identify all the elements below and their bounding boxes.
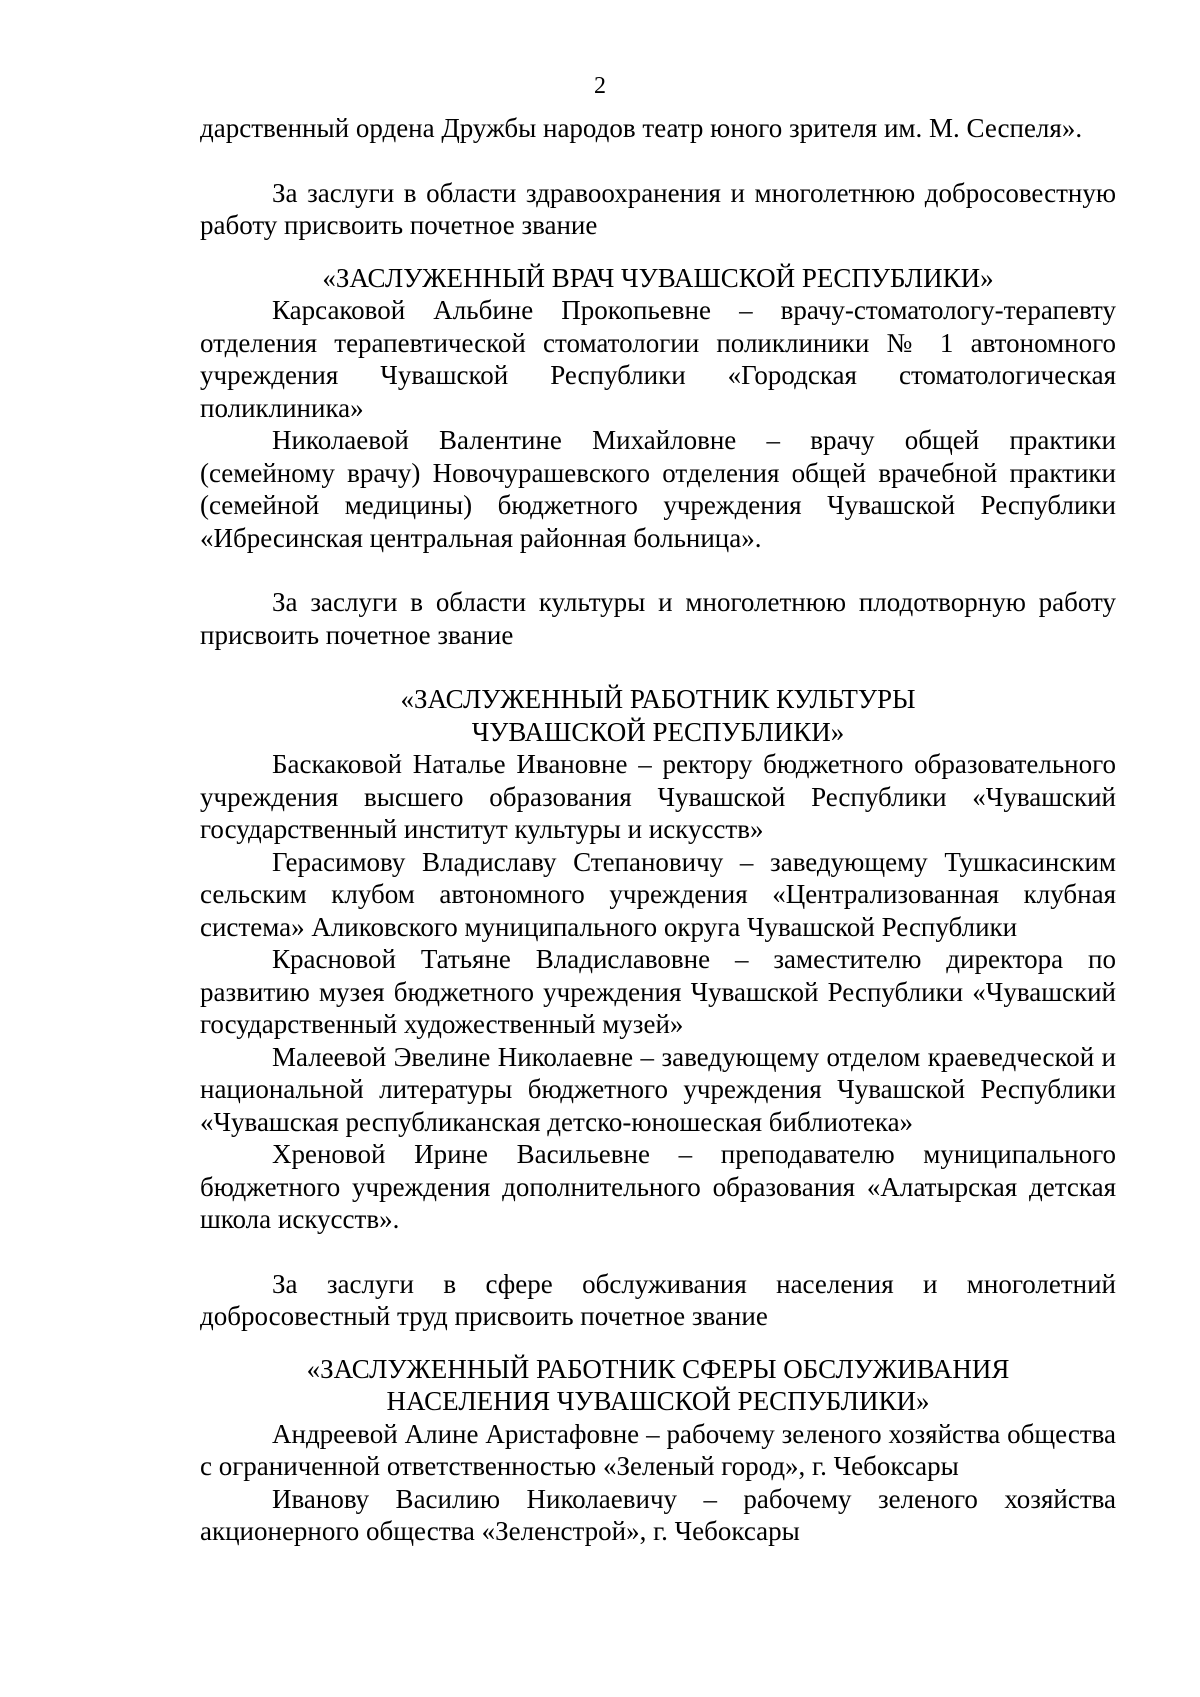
section-preamble: За заслуги в сфере обслуживания населения и многолетний добросовестный труд присвоить почетное звание xyxy=(200,1268,1116,1331)
spacer xyxy=(200,1333,1116,1353)
honorary-title-line: НАСЕЛЕНИЯ ЧУВАШСКОЙ РЕСПУБЛИКИ» xyxy=(386,1386,930,1416)
award-entry: Иванову Василию Николаевичу – рабочему зеленого хозяйства акционерного общества «Зеленстрой», г. Чебоксары xyxy=(200,1483,1116,1546)
spacer xyxy=(200,651,1116,683)
honorary-title-line: «ЗАСЛУЖЕННЫЙ РАБОТНИК СФЕРЫ ОБСЛУЖИВАНИЯ xyxy=(306,1353,1010,1384)
award-entry: Малеевой Эвелине Николаевне – заведующему отделом краеведческой и национальной литературы бюджетного учреждения Чувашской Республики «Чувашская республиканская детско-юношеская библиотека» xyxy=(200,1041,1116,1137)
award-entry: Герасимову Владиславу Степановичу – заведующему Тушкасинским сельским клубом автономного учреждения «Централизованная клубная система» Аликовского муниципального округа Чувашской Республики xyxy=(200,846,1116,942)
spacer xyxy=(200,554,1116,586)
page-number: 2 xyxy=(594,73,606,99)
spacer xyxy=(200,1236,1116,1268)
spacer xyxy=(200,145,1116,177)
honorary-title: «ЗАСЛУЖЕННЫЙ ВРАЧ ЧУВАШСКОЙ РЕСПУБЛИКИ» xyxy=(322,262,994,293)
award-entry: Карсаковой Альбине Прокопьевне – врачу-стоматологу-терапевту отделения терапевтической стоматологии поликлиники № 1 автономного учреждения Чувашской Республики «Городская стоматологическая поликлиника» xyxy=(200,295,1116,423)
section-preamble: За заслуги в области здравоохранения и многолетнюю добросовестную работу присвоить почетное звание xyxy=(200,177,1116,240)
award-entry: Красновой Татьяне Владиславовне – заместителю директора по развитию музея бюджетного учреждения Чувашской Республики «Чувашский государственный художественный музей» xyxy=(200,944,1116,1039)
document-body xyxy=(200,112,1116,1548)
section-preamble: За заслуги в области культуры и многолетнюю плодотворную работу присвоить почетное звание xyxy=(200,587,1116,650)
intro-continuation: дарственный ордена Дружбы народов театр юного зрителя им. М. Сеспеля». xyxy=(200,113,1083,143)
honorary-title-line: ЧУВАШСКОЙ РЕСПУБЛИКИ» xyxy=(471,716,845,747)
award-entry: Николаевой Валентине Михайловне – врачу общей практики (семейному врачу) Новочурашевского отделения общей врачебной практики (семейной медицины) бюджетного учреждения Чувашской Республики «Ибресинская центральная районная больница». xyxy=(200,425,1116,553)
honorary-title-line: «ЗАСЛУЖЕННЫЙ РАБОТНИК КУЛЬТУРЫ xyxy=(400,684,916,714)
spacer xyxy=(200,242,1116,262)
award-entry: Андреевой Алине Аристафовне – рабочему зеленого хозяйства общества с ограниченной ответственностью «Зеленый город», г. Чебоксары xyxy=(200,1418,1116,1481)
award-entry: Баскаковой Наталье Ивановне – ректору бюджетного образовательного учреждения высшего образования Чувашской Республики «Чувашский государственный институт культуры и искусств» xyxy=(200,749,1116,844)
award-entry: Хреновой Ирине Васильевне – преподавателю муниципального бюджетного учреждения дополнительного образования «Алатырская детская школа искусств». xyxy=(200,1139,1116,1234)
